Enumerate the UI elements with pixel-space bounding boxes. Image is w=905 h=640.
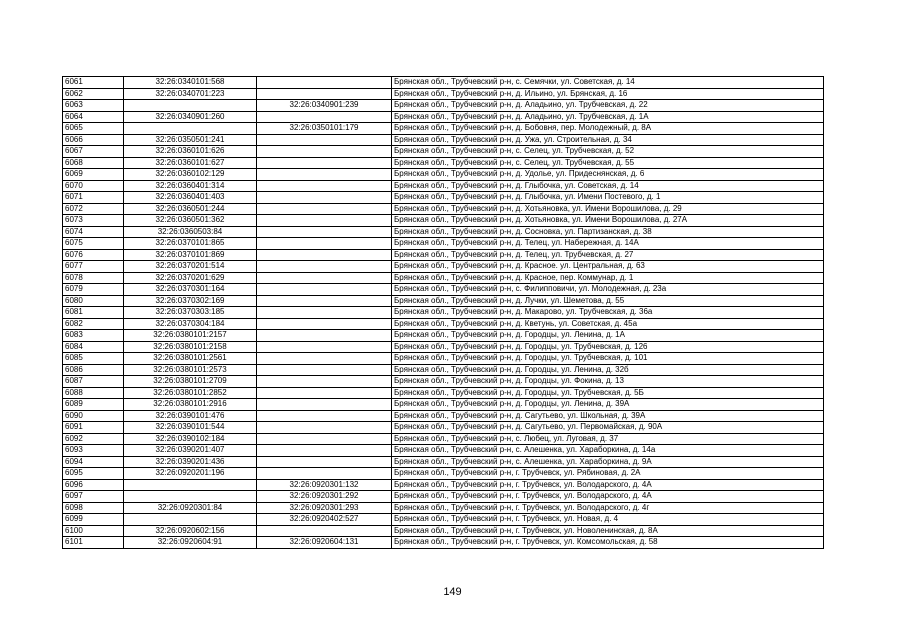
address-cell: Брянская обл., Трубчевский р-н, д. Бобовня, пер. Молодежный, д. 8А: [392, 123, 824, 135]
address-cell: Брянская обл., Трубчевский р-н, с. Семячки, ул. Советская, д. 14: [392, 77, 824, 89]
row-number-cell: 6076: [63, 249, 124, 261]
row-number-cell: 6080: [63, 295, 124, 307]
row-number-cell: 6100: [63, 525, 124, 537]
table-row: [63, 445, 824, 457]
address-cell: Брянская обл., Трубчевский р-н, д. Городцы, ул. Ленина, д. 39А: [392, 399, 824, 411]
cadastral-number-cell: 32:26:0360401:314: [124, 180, 257, 192]
address-cell: Брянская обл., Трубчевский р-н, с. Селец, ул. Трубчевская, д. 52: [392, 146, 824, 158]
cadastral-number-cell: 32:26:0360501:362: [124, 215, 257, 227]
building-cadastral-number-cell: [257, 134, 392, 146]
address-cell: Брянская обл., Трубчевский р-н, д. Глыбочка, ул. Имени Постевого, д. 1: [392, 192, 824, 204]
table-row: [63, 307, 824, 319]
address-cell: Брянская обл., Трубчевский р-н, д. Городцы, ул. Трубчевская, д. 5Б: [392, 387, 824, 399]
table-row: [63, 284, 824, 296]
address-cell: Брянская обл., Трубчевский р-н, д. Удолье, ул. Придеснянская, д. 6: [392, 169, 824, 181]
row-number-cell: 6077: [63, 261, 124, 273]
row-number-cell: 6090: [63, 410, 124, 422]
building-cadastral-number-cell: [257, 364, 392, 376]
cadastral-number-cell: 32:26:0350501:241: [124, 134, 257, 146]
building-cadastral-number-cell: [257, 330, 392, 342]
table-row: [63, 514, 824, 526]
row-number-cell: 6088: [63, 387, 124, 399]
cadastral-number-cell: [124, 514, 257, 526]
table-row: [63, 387, 824, 399]
table-row: [63, 479, 824, 491]
row-number-cell: 6073: [63, 215, 124, 227]
table-row: [63, 100, 824, 112]
table-row: [63, 192, 824, 204]
building-cadastral-number-cell: [257, 525, 392, 537]
row-number-cell: 6069: [63, 169, 124, 181]
table-row: [63, 537, 824, 549]
building-cadastral-number-cell: [257, 249, 392, 261]
address-cell: Брянская обл., Трубчевский р-н, г. Трубчевск, ул. Комсомольская, д. 58: [392, 537, 824, 549]
cadastral-number-cell: 32:26:0380101:2573: [124, 364, 257, 376]
table-row: [63, 215, 824, 227]
table-row: [63, 261, 824, 273]
row-number-cell: 6081: [63, 307, 124, 319]
cadastral-number-cell: 32:26:0360503:84: [124, 226, 257, 238]
row-number-cell: 6101: [63, 537, 124, 549]
building-cadastral-number-cell: [257, 341, 392, 353]
table-row: [63, 456, 824, 468]
row-number-cell: 6087: [63, 376, 124, 388]
cadastral-number-cell: 32:26:0920301:84: [124, 502, 257, 514]
cadastral-number-cell: 32:26:0390101:544: [124, 422, 257, 434]
table-row: [63, 468, 824, 480]
row-number-cell: 6075: [63, 238, 124, 250]
table-row: [63, 157, 824, 169]
cadastral-number-cell: 32:26:0340901:260: [124, 111, 257, 123]
address-cell: Брянская обл., Трубчевский р-н, д. Городцы, ул. Трубчевская, д. 101: [392, 353, 824, 365]
address-cell: Брянская обл., Трубчевский р-н, д. Городцы, ул. Трубчевская, д. 126: [392, 341, 824, 353]
table-row: [63, 491, 824, 503]
address-cell: Брянская обл., Трубчевский р-н, д. Сагутьево, ул. Школьная, д. 39А: [392, 410, 824, 422]
table-row: [63, 203, 824, 215]
row-number-cell: 6078: [63, 272, 124, 284]
address-cell: Брянская обл., Трубчевский р-н, с. Любец, ул. Луговая, д. 37: [392, 433, 824, 445]
table-row: [63, 433, 824, 445]
building-cadastral-number-cell: 32:26:0920301:132: [257, 479, 392, 491]
table-row: [63, 376, 824, 388]
row-number-cell: 6062: [63, 88, 124, 100]
building-cadastral-number-cell: [257, 376, 392, 388]
address-cell: Брянская обл., Трубчевский р-н, д. Кветунь, ул. Советская, д. 45а: [392, 318, 824, 330]
address-cell: Брянская обл., Трубчевский р-н, с. Селец, ул. Трубчевская, д. 55: [392, 157, 824, 169]
building-cadastral-number-cell: [257, 238, 392, 250]
address-cell: Брянская обл., Трубчевский р-н, г. Трубчевск, ул. Новая, д. 4: [392, 514, 824, 526]
table-row: [63, 88, 824, 100]
cadastral-number-cell: 32:26:0340101:568: [124, 77, 257, 89]
building-cadastral-number-cell: [257, 456, 392, 468]
table-row: [63, 410, 824, 422]
row-number-cell: 6099: [63, 514, 124, 526]
cadastral-number-cell: 32:26:0360101:626: [124, 146, 257, 158]
address-cell: Брянская обл., Трубчевский р-н, д. Лучки, ул. Шеметова, д. 55: [392, 295, 824, 307]
cadastral-number-cell: 32:26:0380101:2157: [124, 330, 257, 342]
building-cadastral-number-cell: [257, 295, 392, 307]
address-cell: Брянская обл., Трубчевский р-н, д. Макарово, ул. Трубчевская, д. 36а: [392, 307, 824, 319]
row-number-cell: 6097: [63, 491, 124, 503]
cadastral-number-cell: [124, 123, 257, 135]
building-cadastral-number-cell: [257, 433, 392, 445]
building-cadastral-number-cell: [257, 445, 392, 457]
building-cadastral-number-cell: [257, 422, 392, 434]
building-cadastral-number-cell: [257, 318, 392, 330]
row-number-cell: 6086: [63, 364, 124, 376]
cadastral-number-cell: 32:26:0370304:184: [124, 318, 257, 330]
building-cadastral-number-cell: [257, 77, 392, 89]
page-number: 149: [443, 586, 462, 598]
building-cadastral-number-cell: 32:26:0350101:179: [257, 123, 392, 135]
building-cadastral-number-cell: [257, 399, 392, 411]
building-cadastral-number-cell: [257, 410, 392, 422]
cadastral-number-cell: 32:26:0370303:185: [124, 307, 257, 319]
cadastral-number-cell: 32:26:0360401:403: [124, 192, 257, 204]
table-row: [63, 169, 824, 181]
building-cadastral-number-cell: [257, 157, 392, 169]
cadastral-number-cell: 32:26:0390102:184: [124, 433, 257, 445]
table-row: [63, 525, 824, 537]
table-row: [63, 318, 824, 330]
table-row: [63, 422, 824, 434]
cadastral-number-cell: 32:26:0370201:514: [124, 261, 257, 273]
row-number-cell: 6093: [63, 445, 124, 457]
row-number-cell: 6082: [63, 318, 124, 330]
table-row: [63, 272, 824, 284]
registry-table-body: [63, 77, 824, 549]
cadastral-number-cell: 32:26:0360101:627: [124, 157, 257, 169]
building-cadastral-number-cell: 32:26:0340901:239: [257, 100, 392, 112]
address-cell: Брянская обл., Трубчевский р-н, д. Телец, ул. Набережная, д. 14А: [392, 238, 824, 250]
building-cadastral-number-cell: [257, 353, 392, 365]
building-cadastral-number-cell: [257, 111, 392, 123]
address-cell: Брянская обл., Трубчевский р-н, д. Хотьяновка, ул. Имени Ворошилова, д. 29: [392, 203, 824, 215]
address-cell: Брянская обл., Трубчевский р-н, г. Трубчевск, ул. Новоленинская, д. 8А: [392, 525, 824, 537]
cadastral-number-cell: [124, 100, 257, 112]
cadastral-number-cell: 32:26:0380101:2561: [124, 353, 257, 365]
cadastral-number-cell: 32:26:0380101:2916: [124, 399, 257, 411]
building-cadastral-number-cell: [257, 146, 392, 158]
address-cell: Брянская обл., Трубчевский р-н, д. Ильино, ул. Брянская, д. 16: [392, 88, 824, 100]
row-number-cell: 6066: [63, 134, 124, 146]
address-cell: Брянская обл., Трубчевский р-н, г. Трубчевск, ул. Володарского, д. 4А: [392, 491, 824, 503]
table-row: [63, 341, 824, 353]
address-cell: Брянская обл., Трубчевский р-н, д. Аладьино, ул. Трубчевская, д. 22: [392, 100, 824, 112]
table-row: [63, 226, 824, 238]
building-cadastral-number-cell: [257, 169, 392, 181]
address-cell: Брянская обл., Трубчевский р-н, д. Сагутьево, ул. Первомайская, д. 90А: [392, 422, 824, 434]
table-row: [63, 353, 824, 365]
address-cell: Брянская обл., Трубчевский р-н, с. Алешенка, ул. Хараборкина, д. 9А: [392, 456, 824, 468]
cadastral-number-cell: 32:26:0390101:476: [124, 410, 257, 422]
table-row: [63, 180, 824, 192]
row-number-cell: 6096: [63, 479, 124, 491]
address-cell: Брянская обл., Трубчевский р-н, д. Аладьино, ул. Трубчевская, д. 1А: [392, 111, 824, 123]
cadastral-number-cell: 32:26:0360102:129: [124, 169, 257, 181]
row-number-cell: 6065: [63, 123, 124, 135]
address-cell: Брянская обл., Трубчевский р-н, д. Городцы, ул. Ленина, д. 1А: [392, 330, 824, 342]
row-number-cell: 6094: [63, 456, 124, 468]
address-cell: Брянская обл., Трубчевский р-н, д. Красное. ул. Центральная, д. 63: [392, 261, 824, 273]
row-number-cell: 6064: [63, 111, 124, 123]
row-number-cell: 6067: [63, 146, 124, 158]
cadastral-number-cell: 32:26:0390201:436: [124, 456, 257, 468]
table-row: [63, 111, 824, 123]
row-number-cell: 6092: [63, 433, 124, 445]
address-cell: Брянская обл., Трубчевский р-н, д. Городцы, ул. Ленина, д. 32б: [392, 364, 824, 376]
row-number-cell: 6071: [63, 192, 124, 204]
building-cadastral-number-cell: 32:26:0920301:292: [257, 491, 392, 503]
address-cell: Брянская обл., Трубчевский р-н, д. Телец, ул. Трубчевская, д. 27: [392, 249, 824, 261]
table-row: [63, 249, 824, 261]
cadastral-number-cell: 32:26:0920602:156: [124, 525, 257, 537]
table-row: [63, 502, 824, 514]
cadastral-number-cell: 32:26:0380101:2158: [124, 341, 257, 353]
building-cadastral-number-cell: [257, 192, 392, 204]
address-cell: Брянская обл., Трубчевский р-н, д. Глыбочка, ул. Советская, д. 14: [392, 180, 824, 192]
row-number-cell: 6098: [63, 502, 124, 514]
cadastral-number-cell: 32:26:0370101:865: [124, 238, 257, 250]
building-cadastral-number-cell: 32:26:0920301:293: [257, 502, 392, 514]
table-row: [63, 77, 824, 89]
cadastral-number-cell: 32:26:0920201:196: [124, 468, 257, 480]
building-cadastral-number-cell: [257, 284, 392, 296]
row-number-cell: 6089: [63, 399, 124, 411]
address-cell: Брянская обл., Трубчевский р-н, д. Сосновка, ул. Партизанская, д. 38: [392, 226, 824, 238]
registry-table: [62, 76, 824, 549]
table-row: [63, 134, 824, 146]
building-cadastral-number-cell: [257, 468, 392, 480]
cadastral-number-cell: 32:26:0390201:407: [124, 445, 257, 457]
address-cell: Брянская обл., Трубчевский р-н, г. Трубчевск, ул. Володарского, д. 4г: [392, 502, 824, 514]
building-cadastral-number-cell: [257, 88, 392, 100]
address-cell: Брянская обл., Трубчевский р-н, с. Филипповичи, ул. Молодежная, д. 23а: [392, 284, 824, 296]
address-cell: Брянская обл., Трубчевский р-н, д. Ужа, ул. Строительная, д. 34: [392, 134, 824, 146]
building-cadastral-number-cell: [257, 261, 392, 273]
table-row: [63, 399, 824, 411]
table-row: [63, 330, 824, 342]
table-row: [63, 364, 824, 376]
building-cadastral-number-cell: 32:26:0920402:527: [257, 514, 392, 526]
row-number-cell: 6079: [63, 284, 124, 296]
cadastral-number-cell: 32:26:0360501:244: [124, 203, 257, 215]
row-number-cell: 6063: [63, 100, 124, 112]
cadastral-number-cell: 32:26:0370301:164: [124, 284, 257, 296]
table-row: [63, 238, 824, 250]
row-number-cell: 6085: [63, 353, 124, 365]
building-cadastral-number-cell: [257, 307, 392, 319]
building-cadastral-number-cell: [257, 215, 392, 227]
address-cell: Брянская обл., Трубчевский р-н, г. Трубчевск, ул. Володарского, д. 4А: [392, 479, 824, 491]
row-number-cell: 6068: [63, 157, 124, 169]
address-cell: Брянская обл., Трубчевский р-н, д. Городцы, ул. Фокина, д. 13: [392, 376, 824, 388]
cadastral-number-cell: 32:26:0920604:91: [124, 537, 257, 549]
row-number-cell: 6061: [63, 77, 124, 89]
row-number-cell: 6095: [63, 468, 124, 480]
building-cadastral-number-cell: [257, 387, 392, 399]
row-number-cell: 6083: [63, 330, 124, 342]
cadastral-number-cell: 32:26:0370302:169: [124, 295, 257, 307]
address-cell: Брянская обл., Трубчевский р-н, д. Красное, пер. Коммунар, д. 1: [392, 272, 824, 284]
cadastral-number-cell: 32:26:0340701:223: [124, 88, 257, 100]
cadastral-number-cell: 32:26:0380101:2709: [124, 376, 257, 388]
table-row: [63, 123, 824, 135]
building-cadastral-number-cell: [257, 203, 392, 215]
building-cadastral-number-cell: [257, 180, 392, 192]
cadastral-number-cell: 32:26:0370101:869: [124, 249, 257, 261]
row-number-cell: 6084: [63, 341, 124, 353]
cadastral-number-cell: [124, 491, 257, 503]
row-number-cell: 6091: [63, 422, 124, 434]
building-cadastral-number-cell: [257, 226, 392, 238]
cadastral-number-cell: 32:26:0380101:2852: [124, 387, 257, 399]
table-row: [63, 295, 824, 307]
row-number-cell: 6072: [63, 203, 124, 215]
address-cell: Брянская обл., Трубчевский р-н, д. Хотьяновка, ул. Имени Ворошилова, д. 27А: [392, 215, 824, 227]
address-cell: Брянская обл., Трубчевский р-н, г. Трубчевск, ул. Рябиновая, д. 2А: [392, 468, 824, 480]
cadastral-number-cell: 32:26:0370201:629: [124, 272, 257, 284]
row-number-cell: 6074: [63, 226, 124, 238]
table-row: [63, 146, 824, 158]
building-cadastral-number-cell: [257, 272, 392, 284]
cadastral-number-cell: [124, 479, 257, 491]
address-cell: Брянская обл., Трубчевский р-н, с. Алешенка, ул. Хараборкина, д. 14а: [392, 445, 824, 457]
building-cadastral-number-cell: 32:26:0920604:131: [257, 537, 392, 549]
row-number-cell: 6070: [63, 180, 124, 192]
